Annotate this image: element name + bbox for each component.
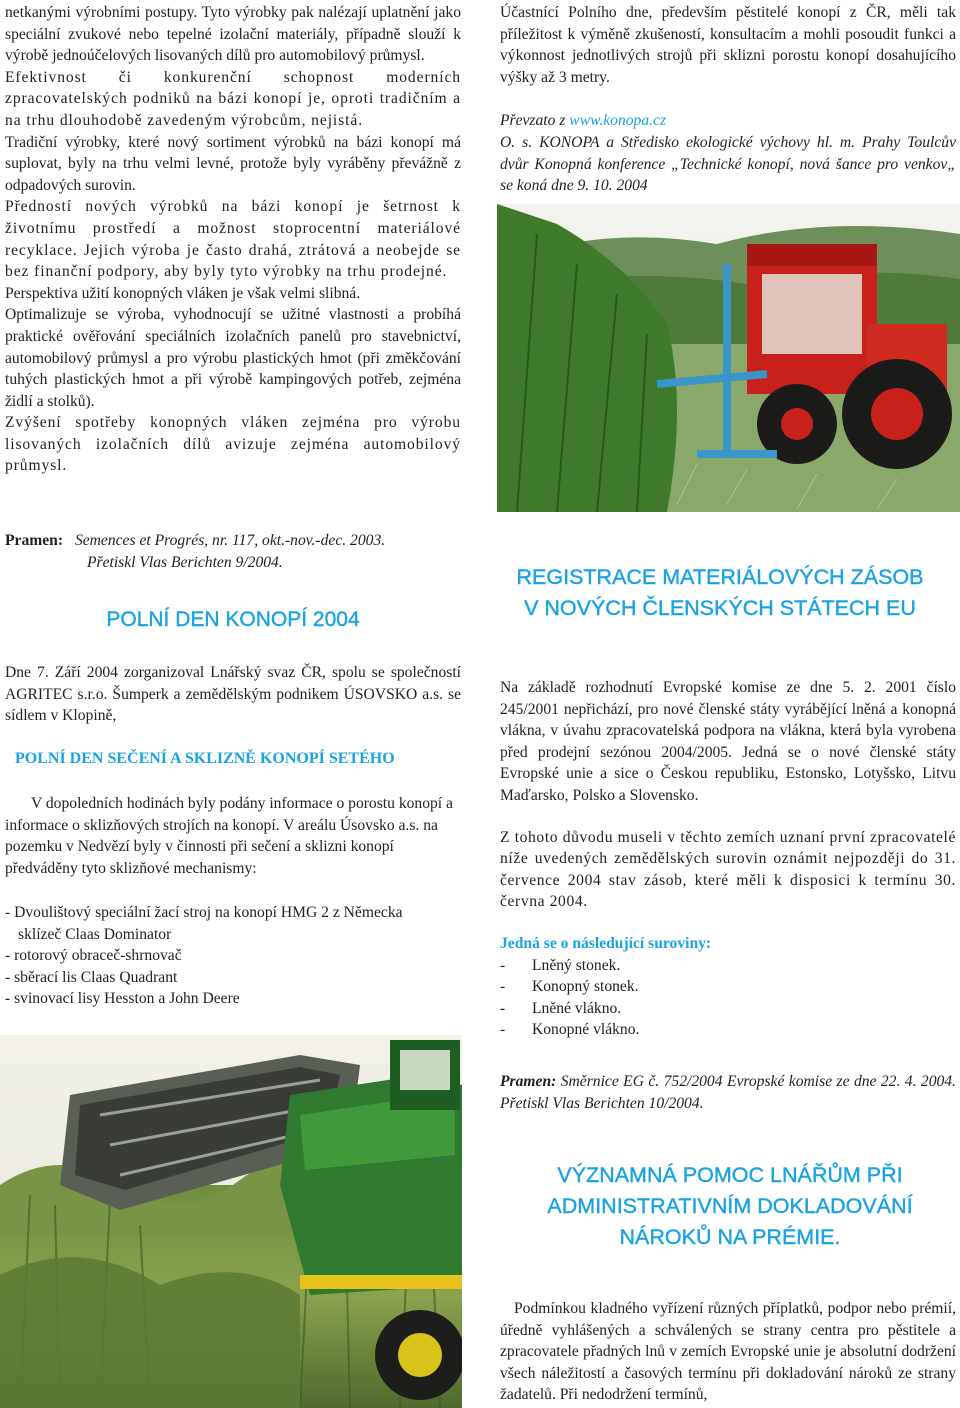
machine-item: - sběrací lis Claas Quadrant — [5, 968, 178, 986]
reason-paragraph: Z tohoto důvodu museli v těchto zemích uznaní první zpracovatelé níže uvedených zemědělských surovin oznámit nejpozději do 31. července 2004 stav zásob, které měli k disposici k termínu 30. června 2004. — [500, 828, 956, 911]
decision-paragraph: Na základě rozhodnutí Evropské komise ze dne 5. 2. 2001 číslo 245/2001 nepřichází, pro nové členské státy vyrábějící lněná a konopná vlákna, v úvahu zpracovatelská podpora na vlákna, která byla vyrobena před prodejní sezónou 2004/2005. Jedná se o nové členské státy Evropské unie a sice o Českou republiku, Estonsko, Lotyšsko, Litvu Maďarsko, Polsko a Slovensko. — [500, 679, 956, 804]
help-heading: VÝZNAMNÁ POMOC LNÁŘŮM PŘI ADMINISTRATIVNÍM DOKLADOVÁNÍ NÁROKŮ NA PRÉMIE. — [547, 1163, 913, 1249]
raw-material-label: Konopný stonek. — [532, 978, 639, 996]
source2-label: Pramen: — [500, 1073, 557, 1090]
raw-material-item: - Konopné vlákno. — [500, 1021, 640, 1039]
machine-item: - svinovací lisy Hesston a John Deere — [5, 990, 240, 1007]
raw-material-item: - Lněný stonek. — [500, 956, 621, 974]
harvester-photo-svg — [0, 1035, 462, 1408]
intro-paragraph: netkanými výrobními postupy. Tyto výrobky pak nalézají uplatnění jako speciální zvukové nebo tepelné izolační materiály, případně slouží k výrobě jednoúčelových lisovaných dílů pro automobilový průmysl. — [5, 4, 461, 65]
taken-from-line — [500, 110, 956, 132]
perspective-paragraph: Perspektiva užití konopných vláken je však velmi slibná. — [5, 284, 361, 302]
konopa-link[interactable]: www.konopa.cz — [569, 112, 667, 130]
traditional-paragraph: Tradiční výrobky, které nový sortiment výrobků na bázi konopí má suplovat, byly na trhu velmi levné, protože byly vyráběny převážně z odpadových surovin. — [5, 133, 461, 194]
source2-paragraph — [500, 1071, 956, 1114]
source-label: Pramen: — [5, 532, 64, 549]
left-column — [5, 2, 461, 477]
machine-item: - Dvoulištový speciální žací stroj na konopí HMG 2 z Německa — [5, 904, 403, 921]
right-column-top — [500, 2, 956, 197]
source-block — [5, 530, 461, 573]
participants-paragraph: Účastnící Polního dne, především pěstitelé konopí z ČR, měli tak příležitost k výměně zkušeností, konsultacím a mohli posoudit funkci a výkonnost jednotlivých strojů při sklizni porostu konopí dosahujícího výšky až 3 metry. — [500, 4, 956, 86]
raw-material-label: Lněný stonek. — [532, 956, 621, 974]
konopa-paragraph: O. s. KONOPA a Středisko ekologické výchovy hl. m. Prahy Toulcův dvůr Konopná konference „Technické konopí, nová šance pro venkov„ se koná dne 9. 10. 2004 — [500, 133, 956, 195]
raw-materials-heading: Jedná se o následující suroviny: — [500, 934, 712, 952]
harvester-photo — [0, 1035, 462, 1408]
machines-list — [5, 902, 461, 1010]
harvest-subheading: POLNÍ DEN SEČENÍ A SKLIZNĚ KONOPÍ SETÉHO — [15, 750, 395, 767]
optimization-paragraph: Optimalizuje se výroba, vyhodnocují se užitné vlastnosti a probíhá praktické ověřování speciálních izolačních panelů pro stavebnictví, automobilový průmysl a pro výrobu plastických hmot (při změkčování tuhých plastických hmot a při výrobě kampingových potřeb, zejména židlí a stolků). — [5, 306, 461, 410]
source-text-2: Přetiskl Vlas Berichten 9/2004. — [87, 553, 283, 571]
field-day-block — [5, 662, 461, 727]
raw-material-label: Lněné vlákno. — [532, 999, 622, 1017]
morning-paragraph: V dopoledních hodinách byly podány informace o porostu konopí a informace o sklizňových strojích na konopí. V areálu Úsovsko a.s. na pozemku v Nedvězí byly v činnosti při sečení a sklizni konopí předváděny tyto sklizňové mechanismy: — [5, 795, 453, 877]
source-text-1: Semences et Progrés, nr. 117, okt.-nov.-dec. 2003. — [74, 532, 386, 549]
registration-heading: REGISTRACE MATERIÁLOVÝCH ZÁSOB V NOVÝCH ČLENSKÝCH STÁTECH EU — [516, 565, 924, 620]
raw-material-item: - Konopný stonek. — [500, 978, 639, 996]
raw-material-label: Konopné vlákno. — [532, 1021, 640, 1039]
field-day-heading: POLNÍ DEN KONOPÍ 2004 — [106, 608, 360, 631]
machine-item: - rotorový obraceč-shrnovač — [5, 947, 182, 964]
machine-item: sklízeč Claas Dominator — [18, 925, 172, 943]
condition-block — [500, 1298, 956, 1406]
advantages-paragraph: Předností nových výrobků na bázi konopí je šetrnost k životnímu prostředí a možnost stoprocentní materiálové recyklace. Jejich výroba je často drahá, ztrátová a neobejde se bez finanční podpory, aby byly tyto výrobky na trhu prodejné. — [5, 198, 461, 281]
source-line-1 — [5, 530, 461, 552]
field-day-paragraph: Dne 7. Září 2004 zorganizoval Lnářský svaz ČR, spolu se společností AGRITEC s.r.o. Šumperk a zemědělským podnikem ÚSOVSKO a.s. se sídlem v Klopině, — [5, 664, 461, 725]
efficiency-paragraph: Efektivnost či konkurenční schopnost moderních zpracovatelských podniků na bázi konopí je, oproti tradičním a na trhu dlouhodobě zavedeným výrobcům, nejistá. — [5, 68, 461, 129]
morning-block — [5, 793, 461, 879]
taken-from-label: Převzato z — [500, 112, 570, 130]
increase-paragraph: Zvýšení spotřeby konopných vláken zejména pro výrobu lisovaných izolačních dílů avizuje zejména automobilový průmysl. — [5, 414, 461, 475]
tractor-photo-svg — [497, 204, 960, 512]
source2-text: Směrnice EG č. 752/2004 Evropské komise ze dne 22. 4. 2004. Přetiskl Vlas Berichten 10/2004. — [500, 1073, 956, 1112]
raw-material-item: - Lněné vlákno. — [500, 999, 622, 1017]
condition-paragraph: Podmínkou kladného vyřízení různých příplatků, podpor nebo prémií, úředně vyhlášených a schválených se strany centra pro pěstitele a zpracovatele přadných lnů v zemích Evropské unie je absolutní dodržení všech náležitostí a časových termínu při dokladování nároků ze strany žadatelů. Při nedodržení termínů, — [500, 1300, 956, 1404]
source2-block — [500, 1071, 956, 1114]
tractor-photo — [497, 204, 960, 512]
decision-block — [500, 677, 956, 1041]
